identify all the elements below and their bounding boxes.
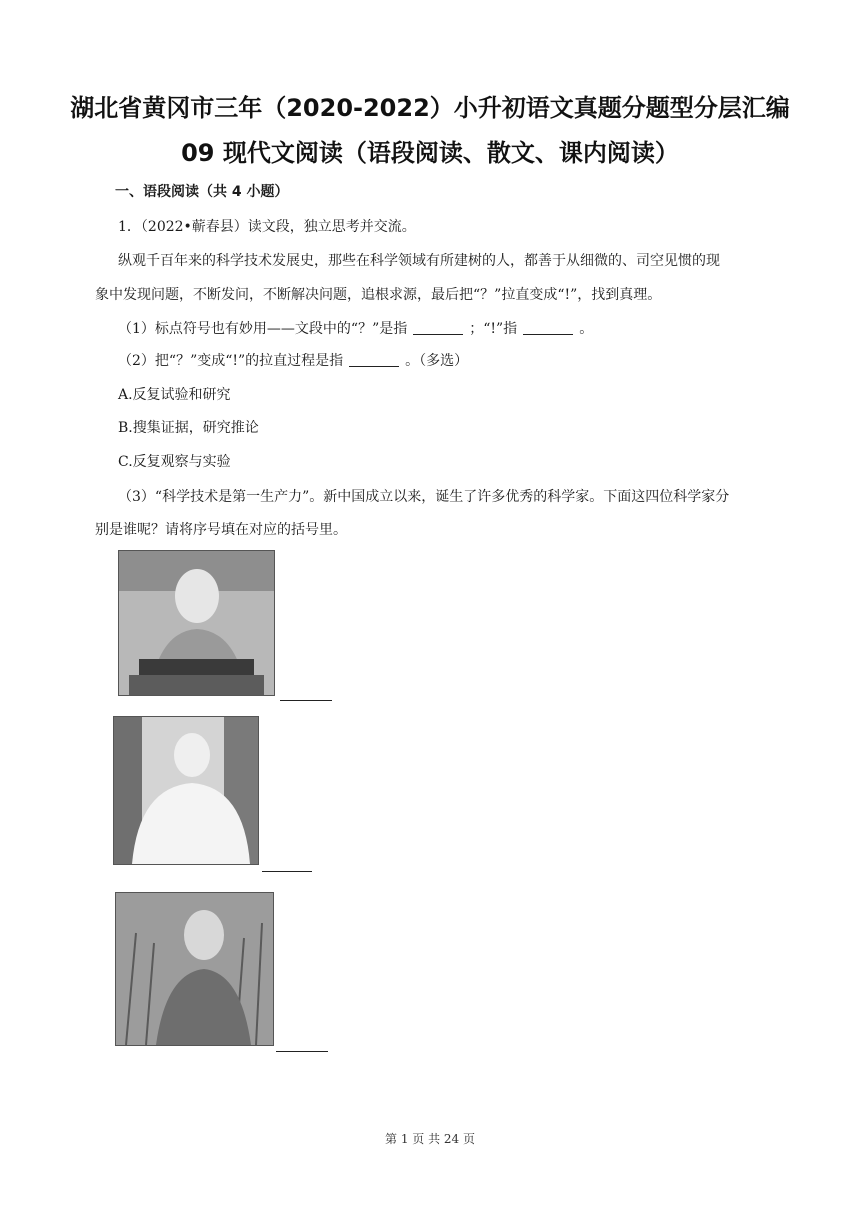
answer-blank[interactable]	[413, 320, 463, 335]
option-b: B.搜集证据，研究推论	[118, 420, 259, 436]
answer-blank[interactable]	[349, 352, 399, 367]
sub-question-1	[118, 318, 593, 338]
passage-line-2: 象中发现问题，不断发问，不断解决问题，追根求源，最后把“？”拉直变成“!”，找到真理。	[95, 287, 662, 303]
option-a: A.反复试验和研究	[118, 387, 231, 403]
answer-line-2[interactable]	[262, 871, 312, 872]
section-heading: 一、语段阅读（共 4 小题）	[115, 184, 289, 200]
option-c: C.反复观察与实验	[118, 454, 231, 470]
answer-line-1[interactable]	[280, 700, 332, 701]
sub-question-3-line-2: 别是谁呢？请将序号填在对应的括号里。	[95, 522, 347, 538]
sub-question-2-text-b: 。（多选）	[405, 353, 469, 369]
sub-question-1-text-a: （1）标点符号也有妙用——文段中的“？”是指	[118, 321, 408, 337]
sub-question-3-line-1: （3）“科学技术是第一生产力”。新中国成立以来，诞生了许多优秀的科学家。下面这四位科学家分	[118, 489, 730, 505]
passage-line-1: 纵观千百年来的科学技术发展史，那些在科学领域有所建树的人，都善于从细微的、司空见惯的现	[118, 253, 720, 269]
sub-question-1-text-b: ；“!”指	[469, 321, 518, 337]
answer-line-3[interactable]	[276, 1051, 328, 1052]
page-footer: 第 1 页 共 24 页	[385, 1132, 475, 1146]
scientist-photo-2	[113, 716, 259, 865]
sub-question-2-text-a: （2）把“？”变成“!”的拉直过程是指	[118, 353, 344, 369]
scientist-photo-1	[118, 550, 275, 696]
scientist-photo-3	[115, 892, 274, 1046]
answer-blank[interactable]	[523, 320, 573, 335]
title-line-2: 09 现代文阅读（语段阅读、散文、课内阅读）	[181, 139, 679, 167]
question-1-head: 1．（2022•蕲春县）读文段，独立思考并交流。	[118, 219, 416, 235]
sub-question-1-text-c: 。	[579, 321, 594, 337]
sub-question-2	[118, 350, 468, 370]
title-line-1: 湖北省黄冈市三年（2020-2022）小升初语文真题分题型分层汇编	[70, 94, 790, 122]
